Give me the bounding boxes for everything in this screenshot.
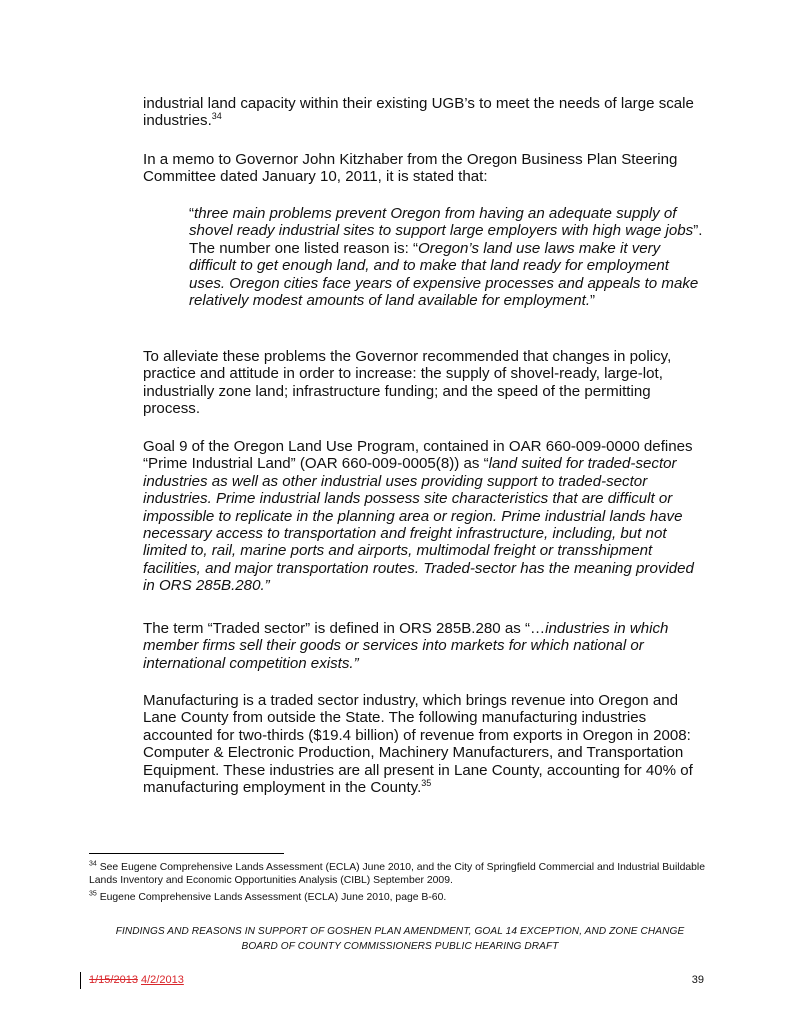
- footnote-text: See Eugene Comprehensive Lands Assessment (ECLA) June 2010, and the City of Springfield Commercial and Industrial Buildable Lands Inventory and Economic Opportunities Analysis (CIBL) September 2009.: [89, 862, 705, 886]
- paragraph-capacity: [143, 95, 703, 130]
- revision-date: [89, 974, 184, 986]
- footer-title-line-1: FINDINGS AND REASONS IN SUPPORT OF GOSHEN PLAN AMENDMENT, GOAL 14 EXCEPTION, AND ZONE CHANGE: [115, 926, 685, 937]
- footnote-separator: [89, 853, 284, 854]
- paragraph-goal-9: [143, 438, 703, 595]
- paragraph-lead: The term “Traded sector” is defined in ORS 285B.280 as “…: [143, 620, 546, 637]
- paragraph-governor: [143, 348, 703, 418]
- block-quote: [189, 205, 705, 309]
- page-number: 39: [691, 974, 704, 986]
- paragraph-italic: industries in which member firms sell their goods or services into markets for which national or international competition exists.”: [143, 620, 669, 672]
- paragraph-italic: land suited for traded-sector industries as well as other industrial uses providing support to traded-sector industries. Prime industrial lands possess site characteristics that are difficult or impossible to replicate in the planning area or region. Prime industrial lands have necessary access to transportation and freight infrastructure, including, but not limited to, rail, marine ports and airports, multimodal freight or transshipment facilities, and major transportation routes. Traded-sector has the meaning provided in ORS 285B.280.”: [143, 455, 694, 595]
- quote-italic-1: three main problems prevent Oregon from having an adequate supply of shovel ready industrial sites to support large employers with high wage jobs: [189, 205, 694, 240]
- date-deleted: 1/15/2013: [89, 974, 138, 986]
- paragraph-lead: Goal 9 of the Oregon Land Use Program, contained in OAR 660-009-0000 defines “Prime Industrial Land” (OAR 660-009-0005(8)) as “: [143, 438, 693, 473]
- paragraph-memo: [143, 151, 703, 186]
- footnote-number: 34: [89, 860, 97, 868]
- quote-open: “: [189, 205, 195, 222]
- paragraph-traded-sector: [143, 620, 703, 672]
- footnote-ref-35: 35: [421, 778, 432, 788]
- footnote-number: 35: [89, 890, 97, 898]
- paragraph-text: To alleviate these problems the Governor recommended that changes in policy, practice and attitude in order to increase: the supply of shovel-ready, large-lot, industrially zone land; infrastructure funding; and the speed of the permitting process.: [143, 348, 672, 418]
- quote-italic-2: Oregon’s land use laws make it very difficult to get enough land, and to make that land ready for employment uses. Oregon cities face years of expensive processes and appeals to make relatively modest amounts of land available for employment.: [189, 239, 699, 310]
- paragraph-text: industrial land capacity within their existing UGB’s to meet the needs of large scale industries.: [143, 95, 694, 130]
- paragraph-manufacturing: [143, 692, 703, 796]
- footnote-35: [89, 891, 729, 904]
- footnote-ref-34: 34: [211, 111, 222, 122]
- change-bar: [80, 972, 81, 989]
- footnote-text: Eugene Comprehensive Lands Assessment (ECLA) June 2010, page B-60.: [99, 892, 447, 903]
- quote-close: ”: [590, 292, 596, 310]
- footnote-34: [89, 861, 729, 887]
- paragraph-text: Manufacturing is a traded sector industry, which brings revenue into Oregon and Lane County from outside the State. The following manufacturing industries accounted for two-thirds ($19.4 billion) of revenue from exports in Oregon in 2008: Computer & Electronic Production, Machinery Manufacturers, and Transportation Equipment. These industries are all present in Lane County, accounting for 40% of manufacturing employment in the County.: [143, 692, 693, 797]
- footer-title-line-2: BOARD OF COUNTY COMMISSIONERS PUBLIC HEARING DRAFT: [241, 941, 559, 952]
- quote-mid: ”. The number one listed reason is: “: [189, 222, 703, 257]
- paragraph-text: In a memo to Governor John Kitzhaber from the Oregon Business Plan Steering Committee dated January 10, 2011, it is stated that:: [143, 151, 678, 186]
- date-inserted: 4/2/2013: [141, 974, 184, 986]
